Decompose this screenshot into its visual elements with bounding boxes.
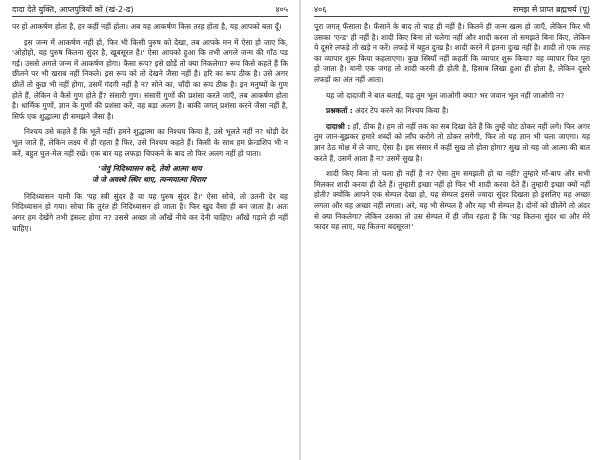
right-page-number: ४०६ [314,5,327,14]
right-running-head: समझ से प्राप्त ब्रह्मचर्य (पू) [513,5,590,14]
right-page [300,0,600,460]
right-paragraph-2: यह जो दादाजी ने बात बताई, यह तुम भूल जाओगी क्या? भर जवान भूल नहीं जाओगी न? [326,90,565,100]
left-running-head: दादा देते युक्ति, आप्तपुत्रियों को (खं-2-ढ) [12,5,134,14]
left-paragraph-1: पर हो आकर्षण होता है, हर कहीं नहीं होता। अब यह आकर्षण किस तरह होता है, यह आपको बता दूँ। [12,22,282,31]
left-page-number: ४०५ [275,5,288,14]
questioner-label: प्रश्नकर्ता : [326,106,353,116]
right-closing-paragraph: शादी किए बिना तो चला ही नहीं है न? ऐसा तुम समझती हो या नहीं? तुम्हारे माँ-बाप और सभी मिलकर शादी करवा ही देते हैं। तुम्हारी इच्छा नहीं हो फिर भी शादी करवा देते हैं। तुम्हारी इच्छा क्यों नहीं होती? क्योंकि आपने एक सेम्पल देखा हो, यह सेम्पल इससे ज्यादा सुंदर दिखता हो इसलिए यह अच्छा लगता और यह अच्छा नहीं लगता। अरे, यह भी सेम्पल है और यह भी सेम्पल है। दोनों को छीलेंगे तो अंदर से क्या निकलेगा? लेकिन उसका तो उस सेम्पल में ही जीव रहता है कि 'यह कितना सुंदर था और मेरे फादर यह लाए, यह कितना बदसूरत!' [314,169,590,232]
dialogue-answer [314,122,590,164]
left-paragraph-3: निश्चय उसे कहते हैं कि भूलें नहीं। हमने शुद्धात्मा का निश्चय किया है, उसे भूलते नहीं न? थोड़ी देर भूल जाते हैं, लेकिन लक्ष्य में ही रहता है फिर, उसे निश्चय कहते हैं। किसी के साथ हम फ्रेन्डशिप भी न करें, बहुत घुल-मेल नहीं रखें। एक बार यह लफड़ा चिपकने के बाद तो फिर अलग नहीं हो पाता। [12,127,288,158]
dadashri-label: दादाश्री : [326,121,351,131]
question-text: अंदर टेप करने का निश्चय किया है। [355,106,449,116]
answer-text: हाँ, ठीक है। हम तो नहीं तक का सब दिखा देते हैं कि तुम्हें चोट ठोकर नहीं लगे। फिर अगर तुम जान-बूझकर हमारे शब्दों को लाँघ करोगे तो ठोकर लगेगी, फिर तो यह ज्ञान भी चला जाएगा। यह ज्ञान ठेठ मोक्ष में ले जाए, ऐसा है। इस संसार में कहीं सुख तो होता होगा? सुख तो यह जो आत्मा की बात करते हैं, उसमें आता है न? उसमें सुख है। [314,121,590,163]
right-paragraph-1: पूरा जगत् फँसाता है। फँसाने के बाद तो चाह ही नहीं है। कितने ही जन्म खत्म हो जाएँ, लेकिन फिर भी उसका 'एन्ड' ही नहीं है। शादी किए बिना तो चलेगा नहीं और शादी करना तो समझते बिना किए, लेकिन ये दूसरे लफड़े तो खड़े न करें। लफड़े में बहुत दुःख है। शादी करने में इतना दुःख नहीं है। शादी तो एक तरह का व्यापार शुरू किया कहलाएगा। कुछ स्त्रियाँ नहीं कहतीं कि व्यापार शुरू किया? यह व्यापार फिर पूरा हो जाता है। यानी एक जगह तो शादी करनी ही होती है, हिसाब लिखा हुआ ही होता है, लेकिन दूसरे लफड़ों का अंत नहीं आता। [314,22,590,84]
verse-line-2: जे जे अवस्थे स्थिर थाए, त्यन्मयात्मा थिराय' [92,174,208,184]
left-paragraph-2: इस जन्म में आकर्षण नहीं हो, फिर भी किसी पुरुष को देखा, तब आपके मन में ऐसा हो जाए कि, 'ओहोहो, यह पुरुष कितना सुंदर है, खूबसूरत है।' ऐसा आपको हुआ कि तभी अगले जन्म की गाँठ पड़ गई। उससे अगले जन्म में आकर्षण होगा। कैसा रूप? इसे छोड़ें तो क्या निकलेगा? रूप किसे कहते हैं कि छीलने पर भी खराब नहीं निकले। इस रूप को तो देखने जैसा नहीं है। हरि का रूप ठीक है। उसे अगर छीलें तो कुछ भी नहीं होगा, उसमें गंदगी नहीं है न? सोने का, चाँदी का रूप ठीक है। इन मनुष्यों के गुण होते हैं, लेकिन वे कैसे गुण होते हैं? संसारी गुण। संसारी गुणों की प्रशंसा करते जाएँ, तब आकर्षण होता है। धार्मिक गुणों, ज्ञान के गुणों की प्रशंसा करें, वह बड़ा अलग है। बाकी जगत् प्रशंसा करने जैसा नहीं है, सिर्फ एक शुद्धात्मा ही समझने जैसा है। [12,37,288,121]
verse-line-1: 'जेवुं निदिध्यासन करे, तेवो आत्मा थाय [98,164,202,174]
right-page-header [314,4,590,17]
verse-block [12,164,288,186]
left-page-header [12,4,288,17]
dialogue-question [314,106,590,117]
left-closing-paragraph: निदिध्यासन यानी कि 'यह स्त्री सुंदर है या यह पुरुष सुंदर है।' ऐसा सोचे, तो उतनी देर यह निदिध्यासन हो गया। सोचा कि तुरंत ही निदिध्यासन हो जाता है। फिर खुद वैसा ही बन जाता है। अतः अगर हम देखेंगे तभी इंसल्ट होगा न? उससे अच्छा तो आँखें नीचे कर देनी चाहिए। आँखें गड़ाने ही नहीं चाहिए। [12,191,288,233]
